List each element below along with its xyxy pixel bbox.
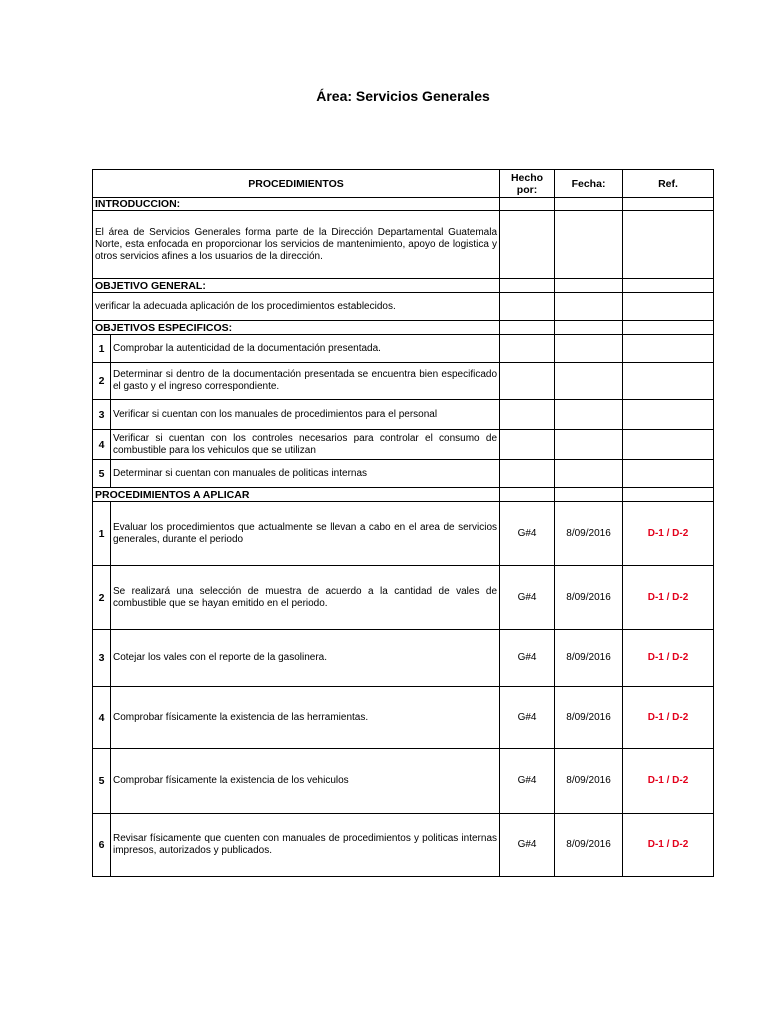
item-number: 1 [93, 502, 111, 566]
objetivo-general-row [93, 293, 714, 321]
hecho-por-value: G#4 [500, 566, 555, 630]
table-row [93, 814, 714, 877]
fecha-value: 8/09/2016 [555, 687, 623, 749]
ref-value: D-1 / D-2 [623, 566, 714, 630]
objetivo-general-text: verificar la adecuada aplicación de los procedimientos establecidos. [93, 293, 500, 321]
ref-value: D-1 / D-2 [623, 687, 714, 749]
section-heading-procedimientos-aplicar: PROCEDIMIENTOS A APLICAR [93, 488, 500, 502]
header-ref: Ref. [623, 170, 714, 198]
header-fecha: Fecha: [555, 170, 623, 198]
item-number: 3 [93, 630, 111, 687]
item-number: 5 [93, 460, 111, 488]
item-text: Evaluar los procedimientos que actualmente se llevan a cabo en el area de servicios generales, durante el periodo [111, 502, 500, 566]
item-text: Comprobar físicamente la existencia de las herramientas. [111, 687, 500, 749]
item-number: 4 [93, 430, 111, 460]
hecho-por-value: G#4 [500, 749, 555, 814]
section-row-objetivos-especificos [93, 321, 714, 335]
fecha-value: 8/09/2016 [555, 502, 623, 566]
header-procedimientos: PROCEDIMIENTOS [93, 170, 500, 198]
item-text: Comprobar la autenticidad de la documentación presentada. [111, 335, 500, 363]
fecha-value: 8/09/2016 [555, 814, 623, 877]
hecho-por-value: G#4 [500, 502, 555, 566]
item-text: Verificar si cuentan con los manuales de procedimientos para el personal [111, 400, 500, 430]
hecho-por-value: G#4 [500, 687, 555, 749]
table-row [93, 630, 714, 687]
fecha-value: 8/09/2016 [555, 566, 623, 630]
table-row [93, 749, 714, 814]
section-row-procedimientos-aplicar [93, 488, 714, 502]
hecho-por-value: G#4 [500, 814, 555, 877]
item-text: Determinar si cuentan con manuales de politicas internas [111, 460, 500, 488]
item-number: 2 [93, 363, 111, 400]
section-heading-objetivo-general: OBJETIVO GENERAL: [93, 279, 500, 293]
item-text: Se realizará una selección de muestra de acuerdo a la cantidad de vales de combustible que se hayan emitido en el periodo. [111, 566, 500, 630]
item-number: 1 [93, 335, 111, 363]
section-heading-objetivos-especificos: OBJETIVOS ESPECIFICOS: [93, 321, 500, 335]
item-number: 2 [93, 566, 111, 630]
item-number: 4 [93, 687, 111, 749]
section-row-objetivo-general [93, 279, 714, 293]
fecha-value: 8/09/2016 [555, 630, 623, 687]
ref-value: D-1 / D-2 [623, 630, 714, 687]
table-header-row [93, 170, 714, 198]
table-row [93, 502, 714, 566]
list-item [93, 335, 714, 363]
item-text: Cotejar los vales con el reporte de la gasolinera. [111, 630, 500, 687]
procedures-table [92, 169, 714, 877]
section-row-introduccion [93, 198, 714, 211]
intro-text-row [93, 211, 714, 279]
list-item [93, 363, 714, 400]
item-number: 3 [93, 400, 111, 430]
section-heading-introduccion: INTRODUCCION: [93, 198, 500, 211]
ref-value: D-1 / D-2 [623, 814, 714, 877]
item-text: Determinar si dentro de la documentación presentada se encuentra bien especificado el gasto y el ingreso correspondiente. [111, 363, 500, 400]
page-title: Área: Servicios Generales [316, 88, 490, 104]
intro-text: El área de Servicios Generales forma parte de la Dirección Departamental Guatemala Norte, esta enfocada en proporcionar los servicios de mantenimiento, apoyo de logistica y otros servicios afines a los usuarios de la dirección. [93, 211, 500, 279]
ref-value: D-1 / D-2 [623, 502, 714, 566]
item-text: Verificar si cuentan con los controles necesarios para controlar el consumo de combustible para los vehiculos que se utilizan [111, 430, 500, 460]
table-row [93, 566, 714, 630]
list-item [93, 400, 714, 430]
item-number: 6 [93, 814, 111, 877]
fecha-value: 8/09/2016 [555, 749, 623, 814]
ref-value: D-1 / D-2 [623, 749, 714, 814]
hecho-por-value: G#4 [500, 630, 555, 687]
item-text: Comprobar físicamente la existencia de los vehiculos [111, 749, 500, 814]
list-item [93, 460, 714, 488]
header-hecho-por: Hecho por: [500, 170, 555, 198]
item-number: 5 [93, 749, 111, 814]
item-text: Revisar físicamente que cuenten con manuales de procedimientos y politicas internas impresos, autorizados y publicados. [111, 814, 500, 877]
table-row [93, 687, 714, 749]
list-item [93, 430, 714, 460]
